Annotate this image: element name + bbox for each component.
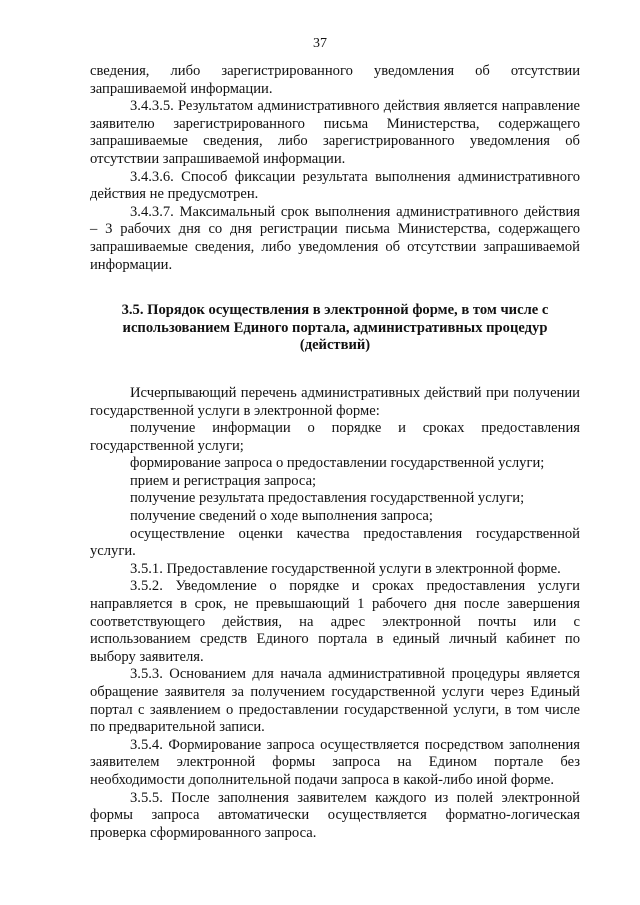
paragraph-3-4-3-7: 3.4.3.7. Максимальный срок выполнения административного действия – 3 рабочих дня со дня регистрации письма Министерства, содержащего запрашиваемые сведения, либо уведомления об отсутствии запрашиваемой информации. (90, 203, 580, 273)
document-body (90, 63, 580, 842)
paragraph-3-5-3: 3.5.3. Основанием для начала административной процедуры является обращение заявителя за получением государственной услуги через Единый портал с заявлением о предоставлении государственной услуги, в том числе по предварительной записи. (90, 666, 580, 736)
paragraph-continuation: сведения, либо зарегистрированного уведомления об отсутствии запрашиваемой информации. (90, 63, 580, 97)
list-item-result: получение результата предоставления государственной услуги; (130, 490, 525, 507)
list-item-quality: осуществление оценки качества предоставления государственной услуги. (90, 525, 580, 560)
paragraph-3-5-1: 3.5.1. Предоставление государственной услуги в электронной форме. (130, 560, 561, 577)
section-heading-3-5: 3.5. Порядок осуществления в электронной форме, в том числе с использованием Единого портала, административных процедур (действий) (121, 302, 549, 354)
paragraph-3-4-3-5: 3.4.3.5. Результатом административного действия является направление заявителю зарегистрированного письма Министерства, содержащего запрашиваемые сведения, либо зарегистрированного уведомления об отсутствии запрашиваемой информации. (90, 98, 580, 167)
paragraph-3-4-3-6: 3.4.3.6. Способ фиксации результата выполнения административного действия не предусмотрен. (90, 168, 580, 203)
page-number: 37 (313, 36, 327, 51)
paragraph-3-5-5: 3.5.5. После заполнения заявителем каждого из полей электронной формы запроса автоматически осуществляется форматно-логическая проверка сформированного запроса. (90, 789, 580, 841)
list-item-request-forming: формирование запроса о предоставлении государственной услуги; (130, 455, 545, 472)
paragraph-actions-intro: Исчерпывающий перечень административных действий при получении государственной услуги в электронной форме: (90, 384, 580, 419)
spacer (90, 355, 580, 385)
list-item-progress: получение сведений о ходе выполнения запроса; (130, 508, 433, 525)
paragraph-3-5-4: 3.5.4. Формирование запроса осуществляется посредством заполнения заявителем электронной формы запроса на Едином портале без необходимости дополнительной подачи запроса в какой-либо иной форме. (90, 736, 580, 788)
paragraph-3-5-2: 3.5.2. Уведомление о порядке и сроках предоставления услуги направляется в срок, не превышающий 1 рабочего дня после завершения соответствующего действия, на адрес электронной почты или с использованием средств Единого портала в единый личный кабинет по выбору заявителя. (90, 578, 580, 665)
list-item-reception: прием и регистрация запроса; (130, 472, 317, 489)
list-item-info: получение информации о порядке и сроках предоставления государственной услуги; (90, 420, 580, 454)
